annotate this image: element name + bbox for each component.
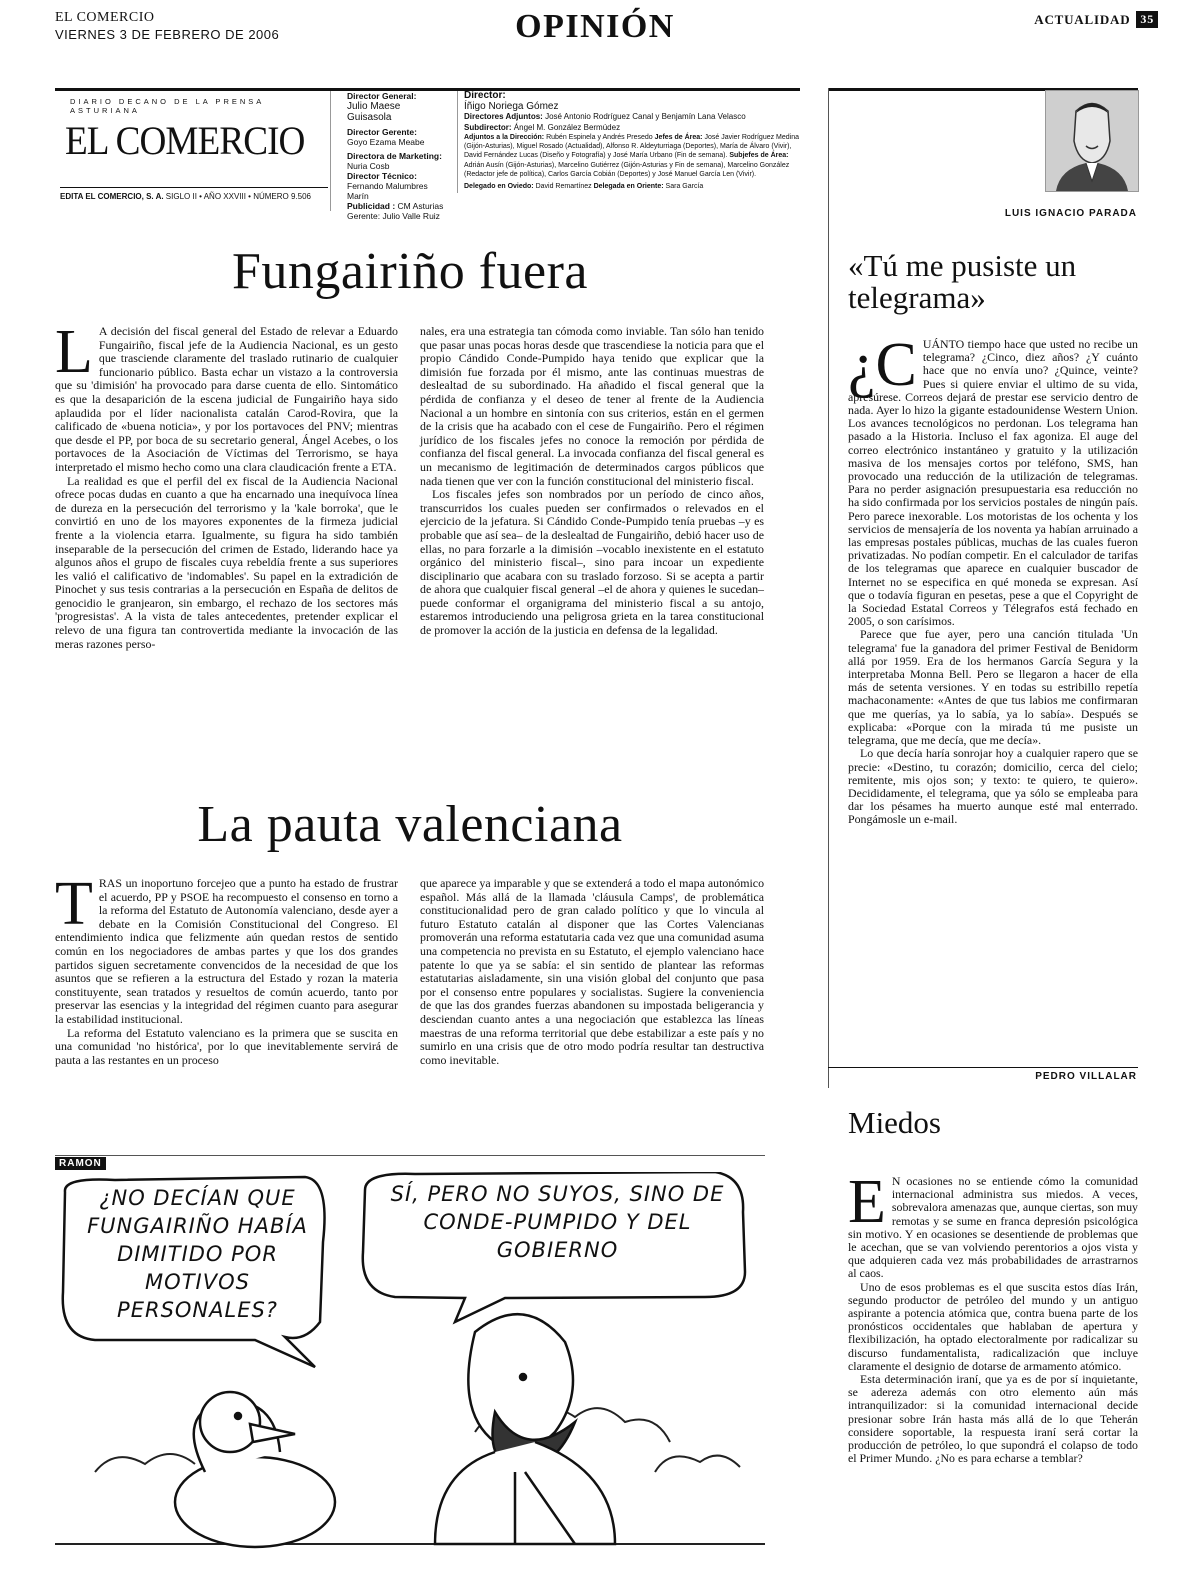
cartoon-rule bbox=[55, 1155, 765, 1156]
names-subjefes-area: Adrián Ausín (Gijón-Asturias), Marcelino Gutiérrez (Gijón-Asturias y Fin de semana), Marcelino González (Redactor jefe de política), Carlos García Cobián (Deportes) y José Manuel García Len (Vivir). bbox=[464, 161, 790, 179]
article1-paragraph: nales, era una estrategia tan cómoda como inviable. Tan sólo han tenido que pasar unas pocas horas desde que trascendiese la noticia para que el propio Cándido Conde-Pumpido haya tenido que explicar que la dimisión fue forzada por él mismo, ante las continuas muestras de deslealtad de su subordinado. Ha añadido el fiscal general que la pérdida de confianza y el deseo de tener al frente de la Audiencia Nacional a un hombre en sintonía con sus criterios, están en el germen de la crisis que ha acabado con el cese de Fungairiño. Pero el régimen jurídico de los fiscales jefes no conoce la remoción por pérdida de confianza del fiscal general. La invocada confianza del fiscal general es un mecanismo de legitimación de determinados cargos públicos que nada tienen que ver con la función constitucional del ministerio fiscal. bbox=[420, 324, 764, 488]
edita-label: EDITA EL COMERCIO, S. A. bbox=[60, 192, 164, 201]
label-delegada-oriente: Delegada en Oriente: bbox=[593, 183, 664, 191]
names-adjuntos: José Antonio Rodríguez Canal y Benjamín Lana Velasco bbox=[545, 112, 746, 122]
label-publicidad: Publicidad : bbox=[347, 201, 396, 211]
article2-dropcap: T bbox=[55, 870, 93, 938]
article1-column1 bbox=[55, 318, 398, 651]
names-adjuntos-direccion: Rubén Espinela y Andrés Presedo bbox=[546, 133, 653, 141]
masthead-edita bbox=[60, 187, 328, 201]
bubble-left-caption: ¿NO DECÍAN QUE FUNGAIRIÑO HABÍA DIMITIDO POR MOTIVOS PERSONALES? bbox=[87, 1186, 308, 1322]
article2-column2 bbox=[420, 877, 764, 1067]
masthead-logo: EL COMERCIO bbox=[65, 118, 305, 163]
publication-name: EL COMERCIO bbox=[55, 10, 155, 25]
cartoon-illustration bbox=[55, 1172, 765, 1562]
label-delegado-oviedo: Delegado en Oviedo: bbox=[464, 183, 534, 191]
label-directora-marketing: Directora de Marketing: bbox=[347, 151, 442, 161]
bubble-left-text bbox=[75, 1184, 320, 1339]
masthead-logo-block bbox=[55, 91, 331, 211]
article1-paragraph: A decisión del fiscal general del Estado de relevar a Eduardo Fungairiño, fiscal jefe de la Audiencia Nacional, es un gesto que trasciende claramente del traslado rutinario de cualquier funcionario público. Basta echar un vistazo a la controversia que su 'dimisión' ha provocado para darse cuenta de ello. Sintomático es que la desaparición de la escena judicial de Fungairiño haya sido aplaudida por el líder nacionalista catalán Carod-Rovira, que la calificado de «buena noticia», y por los portavoces del PNV; mientras que desde el PP, por boca de su secretario general, Ángel Acebes, o los portavoces de la Asociación de Víctimas del Terrorismo, se haya interpretado el mismo hecho como una clara claudicación frente a ETA. bbox=[55, 324, 398, 474]
article1-column2 bbox=[420, 325, 764, 638]
column1-title: «Tú me pusiste un telegrama» bbox=[848, 248, 1077, 315]
column1-dropcap: ¿C bbox=[848, 331, 917, 399]
cartoon-character-right bbox=[435, 1314, 615, 1544]
section-title: OPINIÓN bbox=[515, 8, 675, 45]
label-subdirector: Subdirector: bbox=[464, 122, 512, 132]
subsection-name: ACTUALIDAD bbox=[1034, 11, 1131, 27]
page-number: 35 bbox=[1136, 11, 1158, 28]
column2-title: Miedos bbox=[848, 1105, 941, 1140]
article2-paragraph: RAS un inoportuno forcejeo que a punto ha estado de frustrar el acuerdo, PP y PSOE ha recompuesto el consenso en torno a la reforma del Estatuto de Autonomía valenciano, desde ayer a debate en la Comisión Constitucional del Congreso. El entendimiento indica que felizmente aún quedan restos de sentido común en los negociadores de ambas partes y que los dos grandes partidos siguen secretamente convencidos de la necesidad de que los asuntos que se refieren a la estructura del Estado y rozan la materia constituyente, sean tratados y resueltos de común acuerdo, tanto por preservar las esencias y la integridad del régimen cuanto para asegurar la estabilidad institucional. bbox=[55, 876, 398, 1026]
issue-info: SIGLO II • AÑO XXVIII • NÚMERO 9.506 bbox=[165, 192, 311, 201]
label-gerente: Gerente: bbox=[347, 211, 381, 221]
label-subjefes-area: Subjefes de Área: bbox=[729, 152, 789, 160]
label-adjuntos-direccion: Adjuntos a la Dirección: bbox=[464, 133, 545, 141]
name-delegado-oviedo: David Remartínez bbox=[535, 183, 592, 191]
column1-body bbox=[848, 331, 1138, 827]
label-director-tecnico: Director Técnico: bbox=[347, 171, 417, 181]
name-gerente: Julio Valle Ruiz bbox=[382, 211, 440, 221]
column1-paragraph: UÁNTO tiempo hace que usted no recibe un telegrama? ¿Cinco, diez años? ¿Y cuánto hace que no envía uno? ¿Quince, veinte? Pues si quiere enviar el ultimo de su vida, apresúrese. Correos dejará de prestar ese servicio dentro de nada. Ayer lo hizo la gigante estadounidense Western Union. Los avances tecnológicos no perdonan. Los telegrama han pasado a la Historia. Incluso el fax agoniza. El auge del correo electrónico instantáneo y gratuito y la utilización masiva de los mensajes cortos por teléfono, SMS, han provocado una reducción de la utilización de telegramas. Para no perder asignación presupuestaria esa reducción no ha sido confirmada por los servicios postales de ningún país. Pero parece inexorable. Los motoristas de los ochenta y los servicios de mensajería de los noventa ya habían arruinado a las empresas postales públicas, muchas de las cuales fueron privatizadas. No podían competir. En el calculador de tarifas de los telegramas que aparece en cualquier buscador de Internet no se especifica en qué moneda se expresan. Así que o todavía figuran en pesetas, pese a que el Copyright de la Sociedad Estatal Correos y Télegrafos está fechado en 2005, o son carísimos. bbox=[848, 337, 1138, 629]
column2-paragraph: Uno de esos problemas es el que suscita estos días Irán, segundo productor de petróleo del mundo y un antiguo aspirante a potencia atómica que, contra buena parte de los pronósticos occidentales que hablaban de apertura y flexibilización, ha optado electoralmente por radicalizar su discurso fundamentalista, radicalización que incluye claramente el designio de dotarse de armamento atómico. bbox=[848, 1279, 1138, 1373]
name-director-general: Julio Maese Guisasola bbox=[347, 101, 401, 123]
name-subdirector: Ángel M. González Bermúdez bbox=[513, 122, 621, 132]
bubble-right-caption: SÍ, PERO NO SUYOS, SINO DE CONDE-PUMPIDO Y DEL GOBIERNO bbox=[390, 1182, 725, 1262]
cloud-shape bbox=[95, 1454, 195, 1472]
label-director: Director: bbox=[464, 90, 506, 101]
article2-paragraph: que aparece ya imparable y que se extenderá a todo el mapa autonómico español. Más allá de la llamada 'cláusula Camps', de problemática constitucionalidad pero de gran calado político y que lo vincula al futuro Estatuto catalán al disponer que las Cortes Valencianas promoverán una reforma estatutaria cada vez que una comunidad asuma una competencia no prevista en su Estatuto, el ejemplo valenciano hace patente lo que ya se sabía: el sin sentido de plantear las reformas estatutarias aisladamente, sin una visión global del conjunto que pasa por el consenso entre populares y socialistas. Sugiere la conveniencia de que las dos grandes fuerzas abandonen su impostada beligerancia y desciendan cuanto antes a una negociación que establezca las líneas maestras de una reforma territorial que debe estabilizar a este país y no sumirlo en una crisis que de otro modo podría resultar tan destructiva como inevitable. bbox=[420, 876, 765, 1067]
cartoon-character-left bbox=[175, 1392, 335, 1547]
column2-dropcap: E bbox=[848, 1168, 886, 1236]
right-column-divider bbox=[828, 88, 829, 1088]
column2-paragraph: Esta determinación iraní, que ya es de por sí inquietante, se adereza además con otro elemento aún más intranquilizador: si la comunidad internacional decide presionar sobre Irán hasta más allá de lo que Teherán considere soportable, la respuesta iraní será cortar la producción de petróleo, lo que supondrá el colapso de todo el Primer Mundo. ¿No es para echarse a temblar? bbox=[848, 1372, 1138, 1466]
name-directora-marketing: Nuria Cosb bbox=[347, 161, 390, 171]
masthead-tagline: DIARIO DECANO DE LA PRENSA ASTURIANA bbox=[70, 97, 264, 115]
cloud-shape bbox=[655, 1456, 740, 1472]
article2-paragraph: La reforma del Estatuto valenciano es la primera que se suscita en una comunidad 'no histórica', por lo que inevitablemente servirá de pauta a las restantes en un proceso bbox=[55, 1025, 398, 1067]
column2-author: PEDRO VILLALAR bbox=[1035, 1071, 1137, 1082]
article1-dropcap: L bbox=[55, 318, 93, 386]
name-publicidad: CM Asturias bbox=[397, 201, 444, 211]
article1-headline: Fungairiño fuera bbox=[231, 243, 588, 300]
label-jefes-area: Jefes de Área: bbox=[654, 133, 703, 141]
article2-headline: La pauta valenciana bbox=[197, 796, 623, 853]
article2-column1 bbox=[55, 870, 398, 1067]
name-director: Íñigo Noriega Gómez bbox=[464, 101, 559, 113]
name-delegada-oriente: Sara García bbox=[665, 183, 704, 191]
column1-author: LUIS IGNACIO PARADA bbox=[1004, 208, 1137, 219]
masthead-editorial-staff bbox=[457, 91, 804, 193]
label-adjuntos: Directores Adjuntos: bbox=[464, 112, 543, 122]
label-director-gerente: Director Gerente: bbox=[347, 127, 417, 137]
masthead-management bbox=[347, 91, 447, 221]
column2-paragraph: N ocasiones no se entiende cómo la comunidad internacional administra sus miedos. A veces, sobrevalora amenazas que, aunque ciertas, son muy remotas y se sume en franca depresión psicológica sin motivo. Y en ocasiones se desentiende de problemas que le acechan, que se van volviendo perentorios a ojos vista y que adquieren cada vez más probabilidades de arrastrarnos al caos. bbox=[848, 1174, 1138, 1281]
masthead bbox=[55, 88, 800, 221]
article1-paragraph: La realidad es que el perfil del ex fiscal de la Audiencia Nacional ofrece pocas dudas en cuanto a que ha encarnado una inequívoca línea de dureza en la persecución del terrorismo y la 'kale borroka', que le convirtió en uno de los mayores exponentes de la firmeza judicial frente a la violencia etarra. Igualmente, su figura ha sido también inseparable de la persecución del crimen de Estado, liderando hace ya algunos años el grupo de fiscales cuya rebeldía frente a sus superiores les valió el calificativo de 'indomables'. Su papel en la extradición de Pinochet y sus tesis contrarias a la persecución en España de delitos de genocidio le granjearon, sin embargo, el rechazo de los sectores más 'progresistas'. A la vista de tales antecedentes, pretender explicar el relevo de una figura tan controvertida mediante la invocación de las meras razones perso- bbox=[55, 473, 398, 651]
article1-paragraph: Los fiscales jefes son nombrados por un período de cinco años, transcurridos los cuales pueden ser confirmados o relevados en el ejercicio de la jefatura. Si Cándido Conde-Pumpido tenía pruebas –y es probable que así sea– de la deslealtad de Fungairiño, debió hacer uso de ellas, no para forzarle a la dimisión –vocablo inexistente en el estatuto orgánico del ministerio fiscal–, sino para incoar un expediente disciplinario que acabara con su traslado forzoso. Si se acepta a partir de ahora que cualquier fiscal general –el de ahora y quienes le sucedan– puede conformar el organigrama del ministerio fiscal a su antojo, estaremos introduciendo una peligrosa grieta en la tarea constitucional de promover la acción de la justicia en defensa de la legalidad. bbox=[420, 487, 764, 638]
name-director-tecnico: Fernando Malumbres Marín bbox=[347, 181, 428, 201]
cartoon-author: RAMON bbox=[55, 1157, 106, 1170]
column1-paragraph: Lo que decía haría sonrojar hoy a cualquier rapero que se precie: «Destino, tu corazón; domicilio, cerca del cielo; remitente, mis ojos son; y texto: te quiero, te quiero». Decididamente, el telegrama, que ya sólo se empleaba para dar los pésames ha muerto aunque esté mal enterrado. Pongámosle un e-mail. bbox=[848, 746, 1138, 827]
publication-date: VIERNES 3 DE FEBRERO DE 2006 bbox=[55, 27, 280, 42]
names-jefes-area: José Javier Rodríguez Medina (Gijón-Asturias), Miguel Rosado (Actualidad), Alfonso R. Aldeyturriaga (Deportes), María de Álvaro (Vivir), David Fernández Lucas (Diseño y Fotografía) y José María Urbano (Fin de semana). bbox=[464, 133, 800, 160]
column2-body bbox=[848, 1168, 1138, 1466]
label-director-general: Director General: bbox=[347, 91, 417, 101]
author-photo bbox=[1045, 90, 1139, 192]
bubble-right-text bbox=[375, 1180, 740, 1298]
column2-top-rule bbox=[828, 1067, 1138, 1068]
column1-paragraph: Parece que fue ayer, pero una canción titulada 'Un telegrama' fue la ganadora del primer Festival de Benidorm allá por 1959. Era de los hermanos García Segura y la interpretaba Monna Bell. Pero se llegaron a hacer de ella más de setenta versiones. Y en todas su estribillo repetía machaconamente: «Antes de que tus labios me confirmaran que me querías, ya lo sabía, ya lo sabía». Después se explicaba: «Porque con la mirada tú me pusiste un telegrama, que me decía, que me decía». bbox=[848, 627, 1138, 748]
name-director-gerente: Goyo Ezama Meabe bbox=[347, 137, 425, 147]
author-portrait-icon bbox=[1046, 91, 1138, 191]
section-label bbox=[1034, 11, 1158, 28]
